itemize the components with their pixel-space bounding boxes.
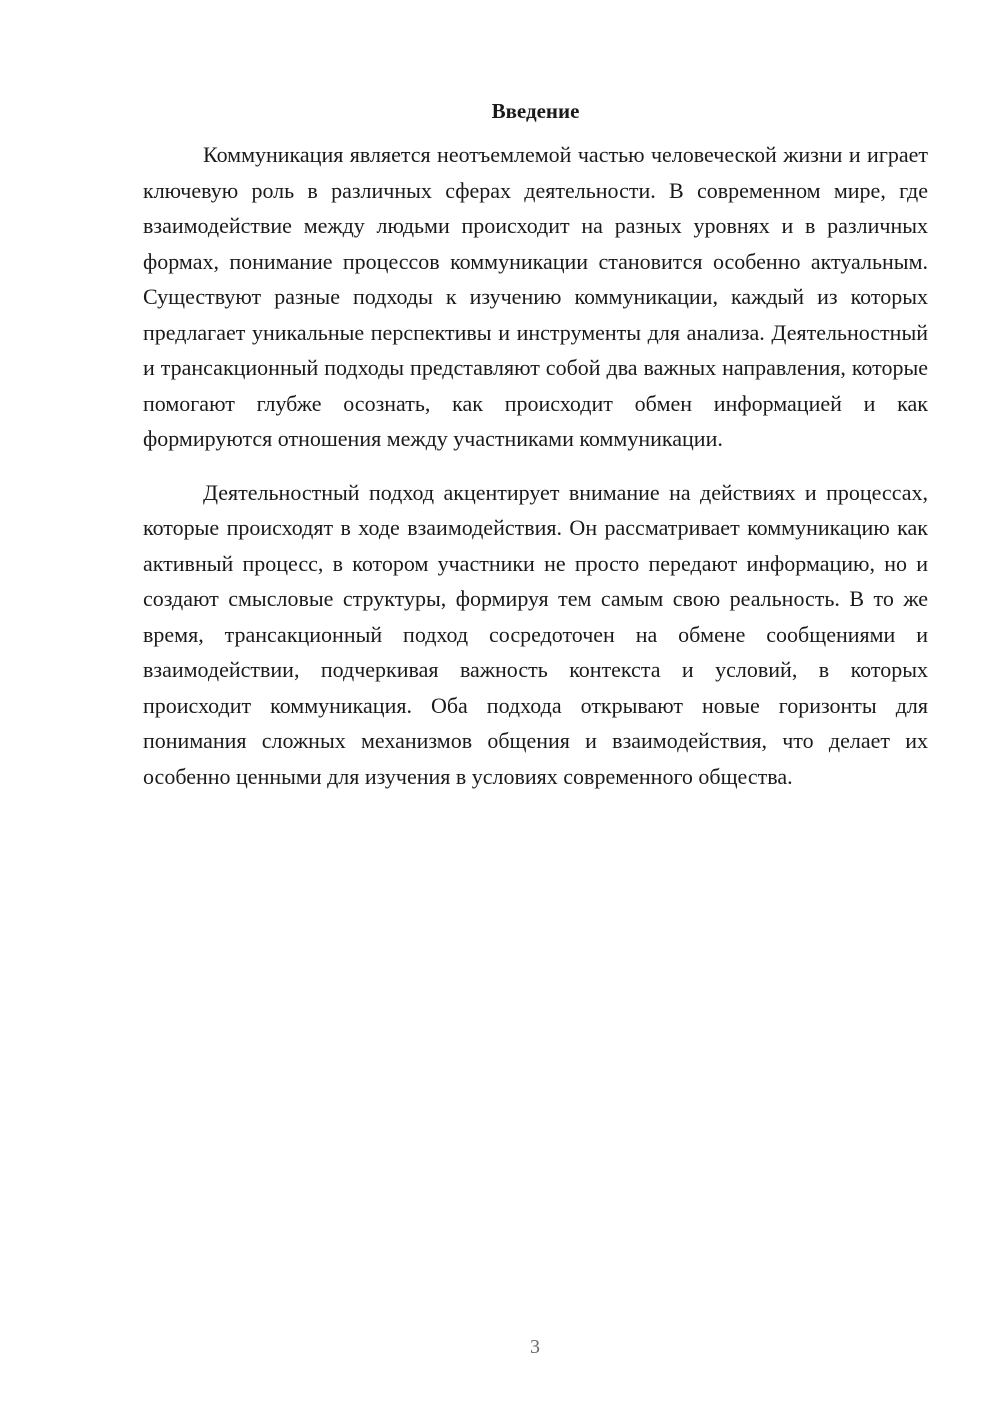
page-number: 3 (530, 1336, 540, 1358)
paragraph-approaches: Деятельностный подход акцентирует внимание на действиях и процессах, которые происходят в ходе взаимодействия. Он рассматривает коммуникацию как активный процесс, в котором участники не просто передают информацию, но и создают смысловые структуры, формируя тем самым свою реальность. В то же время, трансакционный подход сосредоточен на обмене сообщениями и взаимодействии, подчеркивая важность контекста и условий, в которых происходит коммуникация. Оба подхода открывают новые горизонты для понимания сложных механизмов общения и взаимодействия, что делает их особенно ценными для изучения в условиях современного общества. (143, 479, 928, 789)
paragraph-intro: Коммуникация является неотъемлемой частью человеческой жизни и играет ключевую роль в различных сферах деятельности. В современном мире, где взаимодействие между людьми происходит на разных уровнях и в различных формах, понимание процессов коммуникации становится особенно актуальным. Существуют разные подходы к изучению коммуникации, каждый из которых предлагает уникальные перспективы и инструменты для анализа. Деятельностный и трансакционный подходы представляют собой два важных направления, которые помогают глубже осознать, как происходит обмен информацией и как формируются отношения между участниками коммуникации. (143, 142, 928, 451)
page-content (143, 98, 928, 794)
section-heading: Введение (491, 99, 580, 123)
